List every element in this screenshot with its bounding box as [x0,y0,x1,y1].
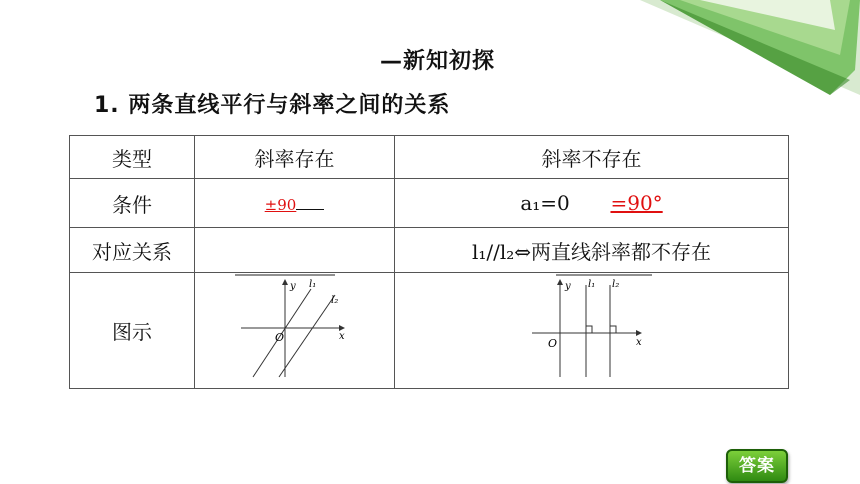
decorative-page-curl [600,0,860,110]
x-axis-label: x [338,331,345,342]
vertical-lines-figure [532,273,652,383]
x-axis-label: x [635,337,642,348]
answer-button[interactable]: 答案 [726,449,788,483]
header-slope-exists: 斜率存在 [195,136,395,179]
origin-label: O [547,337,557,350]
answer-fill-not-exists: =90° [610,191,663,215]
parallel-lines-figure [235,273,355,383]
row-label-relation: 对应关系 [70,228,195,273]
line1-label: l₁ [587,279,595,290]
table-row [70,273,789,389]
header-slope-not-exists: 斜率不存在 [395,136,789,179]
row-label-condition: 条件 [70,179,195,228]
table-row [70,179,789,228]
condition-prefix: a₁=0 [520,191,570,215]
answer-fill-exists: ±90 [264,196,297,214]
cell-condition-exists [195,179,395,228]
cell-relation-not-exists: l₁//l₂⇔两直线斜率都不存在 [395,228,789,273]
cell-relation-exists [195,228,395,273]
cell-figure-not-exists [395,273,789,389]
line2-label: l₂ [611,279,619,290]
table-row [70,136,789,179]
table-row [70,228,789,273]
topic-heading: 1. 两条直线平行与斜率之间的关系 [94,93,451,118]
blank-line [296,195,324,210]
cell-figure-exists [195,273,395,389]
section-title: —新知初探 [380,49,496,74]
cell-condition-not-exists [395,179,789,228]
header-type: 类型 [70,136,195,179]
row-label-figure: 图示 [70,273,195,389]
slope-relation-table [69,135,789,389]
line1-label: l₁ [308,279,316,290]
y-axis-label: y [289,281,296,292]
origin-label: O [274,331,284,344]
line2-label: l₂ [330,295,338,306]
y-axis-label: y [564,281,571,292]
